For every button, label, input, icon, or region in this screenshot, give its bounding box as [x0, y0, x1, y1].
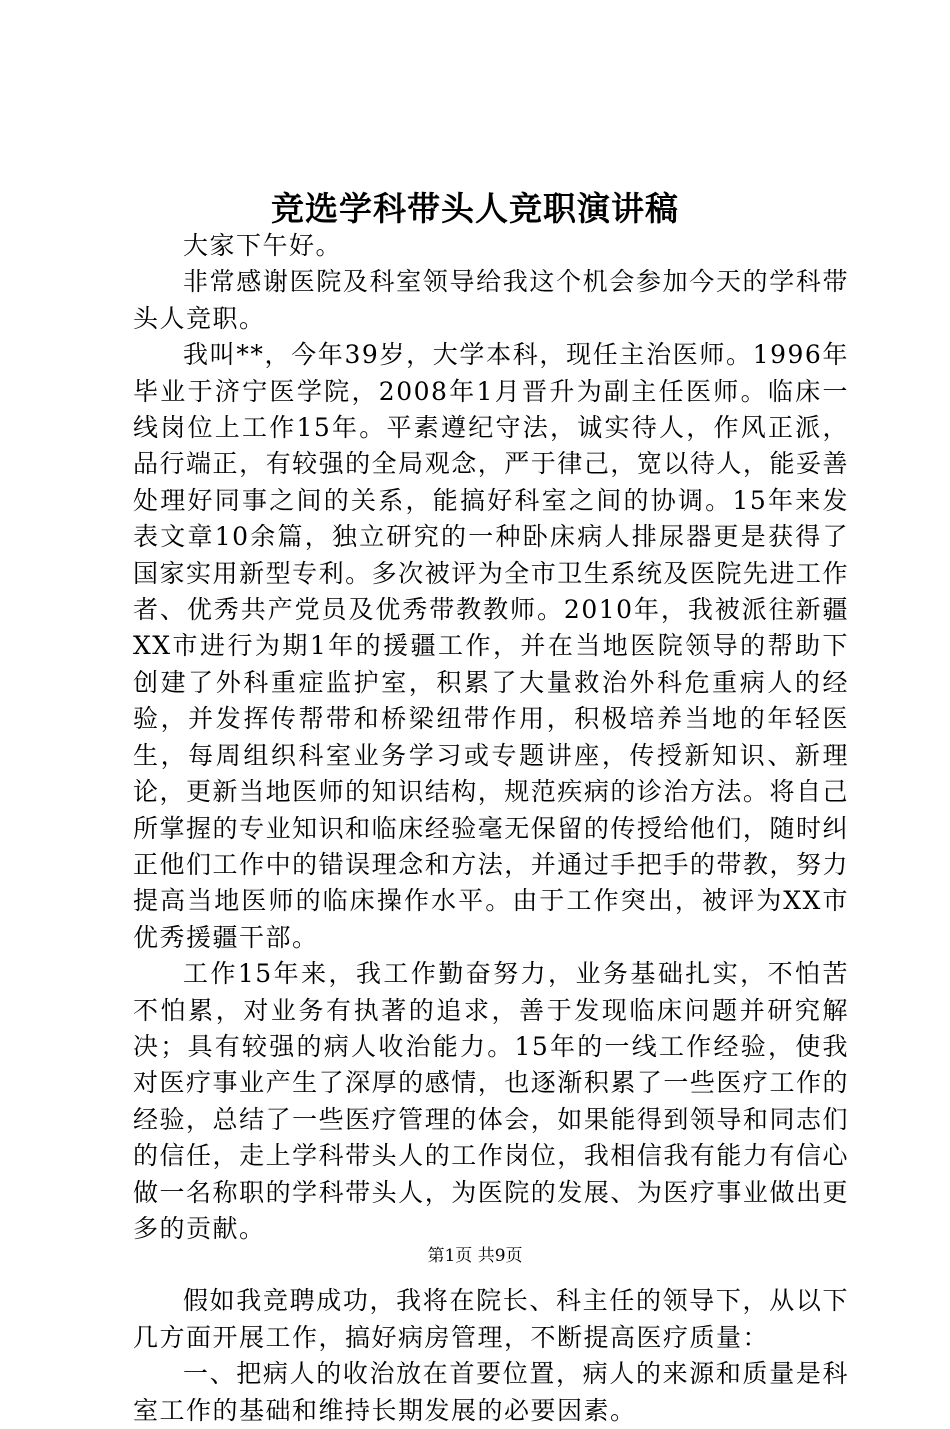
document-title: 竞选学科带头人竞职演讲稿 [271, 189, 679, 228]
paragraph-thanks: 非常感谢医院及科室领导给我这个机会参加今天的学科带头人竞职。 [133, 267, 849, 333]
paragraph-point-one: 一、把病人的收治放在首要位置，病人的来源和质量是科室工作的基础和维持长期发展的必要因素。 [133, 1359, 849, 1425]
paragraph-greeting: 大家下午好。 [183, 231, 343, 260]
paragraph-plan: 假如我竞聘成功，我将在院长、科主任的领导下，从以下几方面开展工作，搞好病房管理，不断提高医疗质量： [133, 1286, 849, 1352]
page-number-footer: 第1页 共9页 [427, 1246, 523, 1266]
paragraph-introduction: 我叫**，今年39岁，大学本科，现任主治医师。1996年毕业于济宁医学院，2008年1月晋升为副主任医师。临床一线岗位上工作15年。平素遵纪守法，诚实待人，作风正派，品行端正，有较强的全局观念，严于律己，宽以待人，能妥善处理好同事之间的关系，能搞好科室之间的协调。15年来发表文章10余篇，独立研究的一种卧床病人排尿器更是获得了国家实用新型专利。多次被评为全市卫生系统及医院先进工作者、优秀共产党员及优秀带教教师。2010年，我被派往新疆XX市进行为期1年的援疆工作，并在当地医院领导的帮助下创建了外科重症监护室，积累了大量救治外科危重病人的经验，并发挥传帮带和桥梁纽带作用，积极培养当地的年轻医生，每周组织科室业务学习或专题讲座，传授新知识、新理论，更新当地医师的知识结构，规范疾病的诊治方法。将自己所掌握的专业知识和临床经验毫无保留的传授给他们，随时纠正他们工作中的错误理念和方法，并通过手把手的带教，努力提高当地医师的临床操作水平。由于工作突出，被评为XX市优秀援疆干部。 [133, 340, 849, 952]
paragraph-experience: 工作15年来，我工作勤奋努力，业务基础扎实，不怕苦不怕累，对业务有执著的追求，善于发现临床问题并研究解决；具有较强的病人收治能力。15年的一线工作经验，使我对医疗事业产生了深厚的感情，也逐渐积累了一些医疗工作的经验，总结了一些医疗管理的体会，如果能得到领导和同志们的信任，走上学科带头人的工作岗位，我相信我有能力有信心做一名称职的学科带头人，为医院的发展、为医疗事业做出更多的贡献。 [133, 959, 849, 1243]
